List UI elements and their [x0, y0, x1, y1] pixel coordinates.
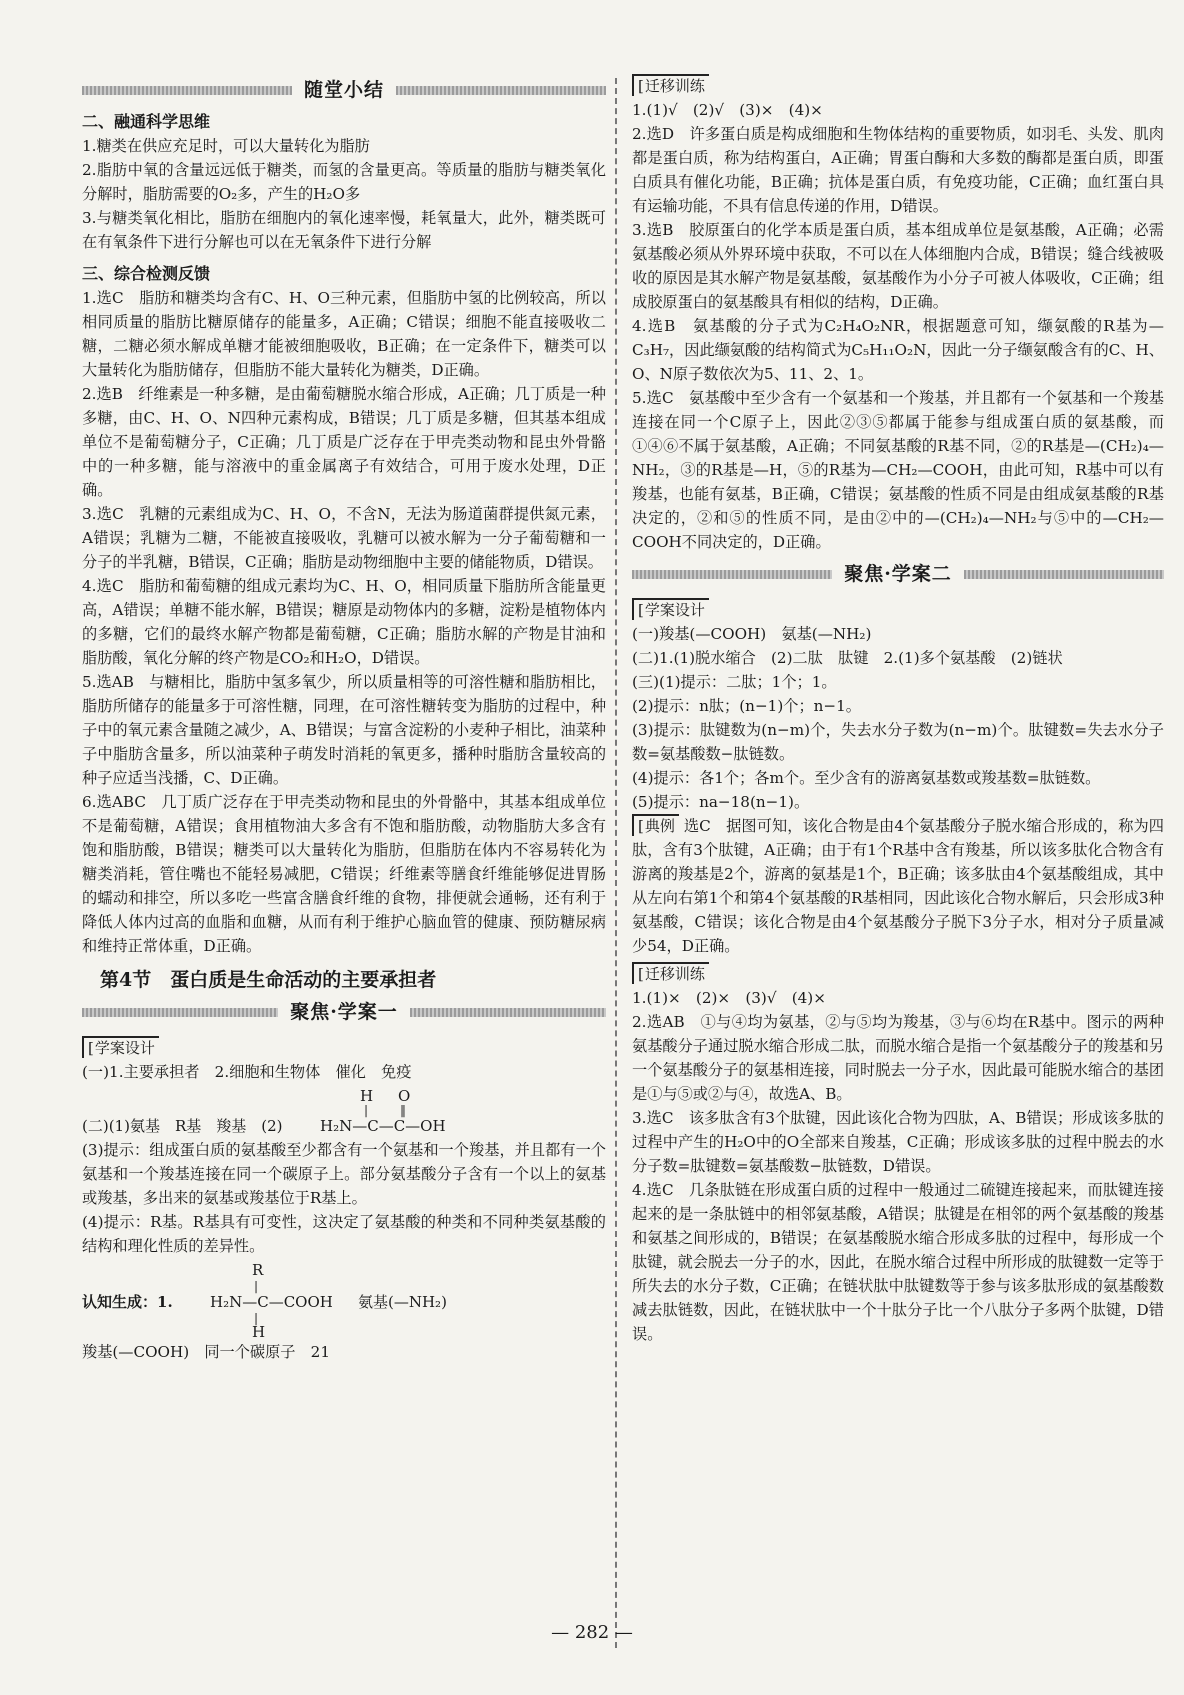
- banner-bar-right: [964, 570, 1164, 579]
- struct-amino: 氨基(—NH₂): [358, 1293, 447, 1311]
- answer-item: 1.选C 脂肪和糖类均含有C、H、O三种元素，但脂肪中氢的比例较高，所以相同质量的脂肪比糖原储存的能量多，A正确；C错误；细胞不能直接吸收二糖，二糖必须水解成单糖才能被细胞吸收，B正确；在一定条件下，糖类可以大量转化为脂肪储存，但脂肪不能大量转化为糖类，D正确。: [82, 289, 606, 379]
- struct-h: H: [252, 1323, 266, 1341]
- answer-item: 4.选C 几条肽链在形成蛋白质的过程中一般通过二硫键连接起来，而肽键连接起来的是一条肽链中的相邻氨基酸，A错误；肽键是在相邻的两个氨基酸的羧基和氨基之间形成的，B错误；在氨基酸脱水缩合形成多肽的过程中，每形成一个肽键，就会脱去一分子的水，因此，在脱水缩合过程中所形成的肽键数一定等于所失去的水分子数，C正确；在链状肽中肽键数等于参与该多肽形成的氨基酸数减去肽链数，因此，在链状肽中一个十肽分子比一个八肽分子多两个肽键，D错误。: [632, 1181, 1164, 1343]
- answer-item: 6.选ABC 几丁质广泛存在于甲壳类动物和昆虫的外骨骼中，其基本组成单位不是葡萄糖，A错误；食用植物油大多含有不饱和脂肪酸，动物脂肪大多含有饱和脂肪酸，B错误；糖类可以大量转化为脂肪，但脂肪在体内不容易转化为糖类消耗，管住嘴也不能轻易减肥，C错误；纤维素等膳食纤维能够促进胃肠的蠕动和排空，所以多吃一些富含膳食纤维的食物，排便就会通畅，还有利于降低人体内过高的血脂和血糖，从而有利于维护心脑血管的健康、预防糖尿病和维持正常体重，D正确。: [82, 793, 606, 955]
- study-plan-1-banner: [82, 996, 606, 1028]
- bond-single: |: [254, 1279, 259, 1293]
- amino-acid-formula: [82, 1084, 606, 1138]
- answer-item: 3.选B 胶原蛋白的化学本质是蛋白质，基本组成单位是氨基酸，A正确；必需氨基酸必须从外界环境中获取，不可以在人体细胞内合成，B错误；缝合线被吸收的原因是其水解产物是氨基酸，氨基酸作为小分子可被人体吸收，C正确；组成胶原蛋白的氨基酸具有相似的结构，D正确。: [632, 221, 1164, 311]
- struct-prefix: 认知生成：1.: [82, 1293, 173, 1311]
- page-number: — 282 —: [551, 1622, 633, 1643]
- answer-item: 1.(1)× (2)× (3)√ (4)×: [632, 989, 826, 1007]
- amino-acid-structure: [82, 1258, 606, 1340]
- summary-banner-title: 随堂小结: [304, 79, 385, 101]
- section-heading: 三、综合检测反馈: [82, 264, 211, 283]
- answer-item: 2.选AB ①与④均为氨基，②与⑤均为羧基，③与⑥均在R基中。图示的两种氨基酸分子通过脱水缩合形成二肽，而脱水缩合是指一个氨基酸分子的羧基和另一个氨基酸分子的氨基相连接，同时脱去一分子水，因此最可能脱水缩合的基团是①与⑤或②与④，故选A、B。: [632, 1013, 1164, 1103]
- example-text: 选C 据图可知，该化合物是由4个氨基酸分子脱水缩合形成的，称为四肽，含有3个肽键，A正确；由于有1个R基中含有羧基，所以该多肽化合物含有游离的羧基是2个，游离的氨基是1个，B正确；该多肽由4个氨基酸组成，其中从左向右第1个和第4个氨基酸的R基相同，因此该化合物水解后，只会形成3种氨基酸，C错误；该化合物是由4个氨基酸分子脱下3分子水，相对分子质量减少54，D正确。: [632, 817, 1164, 955]
- banner-bar-left: [82, 86, 292, 95]
- section-heading: 二、融通科学思维: [82, 112, 211, 131]
- left-column: [82, 70, 606, 1364]
- formula-h: H: [360, 1087, 374, 1105]
- design-line: (二)(1)氨基 R基 羧基 (2): [82, 1117, 283, 1135]
- list-item: 1.糖类在供应充足时，可以大量转化为脂肪: [82, 137, 370, 155]
- design-line: (三)(1)提示：二肽；1个；1。: [632, 673, 837, 691]
- list-item: 2.脂肪中氧的含量远远低于糖类，而氢的含量更高。等质量的脂肪与糖类氧化分解时，脂肪需要的O₂多，产生的H₂O多: [82, 161, 606, 203]
- banner-bar-right: [410, 1008, 606, 1017]
- answer-item: 3.选C 乳糖的元素组成为C、H、O，不含N，无法为肠道菌群提供氮元素，A错误；乳糖为二糖，不能被直接吸收，乳糖可以被水解为一分子葡萄糖和一分子的半乳糖，B错误，C正确；脂肪是动物细胞中主要的储能物质，D错误。: [82, 505, 606, 571]
- answer-item: 5.选AB 与糖相比，脂肪中氢多氧少，所以质量相等的可溶性糖和脂肪相比，脂肪所储存的能量多于可溶性糖，同理，在可溶性糖转变为脂肪的过程中，种子中的氧元素含量随之减少，A、B错误；与富含淀粉的小麦种子相比，油菜种子中脂肪含量多，所以油菜种子萌发时消耗的氧更多，播种时脂肪含量较高的种子应适当浅播，C、D正确。: [82, 673, 606, 787]
- example-tag: [ 典例: [632, 814, 679, 836]
- bond-double: ‖: [400, 1103, 406, 1117]
- banner-bar-left: [82, 1008, 278, 1017]
- design-line: (3)提示：组成蛋白质的氨基酸至少都含有一个氨基和一个羧基，并且都有一个氨基和一个羧基连接在同一个碳原子上。部分氨基酸分子含有一个以上的氨基或羧基，多出来的氨基或羧基位于R基上。: [82, 1141, 606, 1207]
- bond-single: |: [364, 1103, 369, 1117]
- study-plan-1-title: 聚焦·学案一: [290, 1001, 398, 1023]
- answer-item: 4.选C 脂肪和葡萄糖的组成元素均为C、H、O，相同质量下脂肪所含能量更高，A错误；单糖不能水解，B错误；糖原是动物体内的多糖，淀粉是植物体内的多糖，它们的最终水解产物都是葡萄糖，C正确；脂肪水解的产物是甘油和脂肪酸，氧化分解的终产物是CO₂和H₂O，D错误。: [82, 577, 606, 667]
- struct-r: R: [252, 1261, 264, 1279]
- right-column: [632, 70, 1164, 1346]
- answer-item: 5.选C 氨基酸中至少含有一个氨基和一个羧基，并且都有一个氨基和一个羧基连接在同一个C原子上，因此②③⑤都属于能参与组成蛋白质的氨基酸，而①④⑥不属于氨基酸，A正确；不同氨基酸的R基不同，②的R基是—(CH₂)₄—NH₂，③的R基是—H，⑤的R基为—CH₂—COOH，由此可知，R基中可以有羧基，也能有氨基，B正确，C错误；氨基酸的性质不同是由组成氨基酸的R基决定的，②和⑤的性质不同，是由②中的—(CH₂)₄—NH₂与⑤中的—CH₂—COOH不同决定的，D正确。: [632, 389, 1164, 551]
- design-line: (4)提示：各1个；各m个。至少含有的游离氨基数或羧基数=肽链数。: [632, 769, 1101, 787]
- example-block: [632, 814, 1164, 958]
- answer-item: 4.选B 氨基酸的分子式为C₂H₄O₂NR，根据题意可知，缬氨酸的R基为—C₃H₇，因此缬氨酸的结构简式为C₅H₁₁O₂N，因此一分子缬氨酸含有的C、H、O、N原子数依次为5、11、2、1。: [632, 317, 1164, 383]
- study-plan-2-title: 聚焦·学案二: [844, 563, 952, 585]
- formula-main: H₂N—C—C—OH: [320, 1117, 446, 1135]
- design-tag: [ 学案设计: [632, 598, 709, 620]
- design-tag: [ 学案设计: [82, 1036, 159, 1058]
- design-line: (4)提示：R基。R基具有可变性，这决定了氨基酸的种类和不同种类氨基酸的结构和理化性质的差异性。: [82, 1213, 606, 1255]
- design-line: (2)提示：n肽；(n−1)个；n−1。: [632, 697, 861, 715]
- design-line: (一)1.主要承担者 2.细胞和生物体 催化 免疫: [82, 1063, 412, 1081]
- banner-bar-right: [396, 86, 606, 95]
- column-divider: [615, 78, 617, 1648]
- banner-bar-left: [632, 570, 832, 579]
- answer-item: 2.选B 纤维素是一种多糖，是由葡萄糖脱水缩合形成，A正确；几丁质是一种多糖，由C、H、O、N四种元素构成，B错误；几丁质是多糖，但其基本组成单位不是葡萄糖分子，C正确；几丁质是广泛存在于甲壳类动物和昆虫外骨骼中的一种多糖，能与溶液中的重金属离子有效结合，可用于废水处理，D正确。: [82, 385, 606, 499]
- design-line: (3)提示：肽键数为(n−m)个，失去水分子数为(n−m)个。肽键数=失去水分子数=氨基酸数−肽链数。: [632, 721, 1164, 763]
- transfer-tag: [ 迁移训练: [632, 74, 709, 96]
- chapter-title: 第4节 蛋白质是生命活动的主要承担者: [100, 969, 437, 991]
- answer-item: 2.选D 许多蛋白质是构成细胞和生物体结构的重要物质，如羽毛、头发、肌肉都是蛋白质，称为结构蛋白，A正确；胃蛋白酶和大多数的酶都是蛋白质，即蛋白质具有催化功能，B正确；抗体是蛋白质，有免疫功能，C正确；血红蛋白具有运输功能，不具有信息传递的作用，D错误。: [632, 125, 1164, 215]
- design-line: (二)1.(1)脱水缩合 (2)二肽 肽键 2.(1)多个氨基酸 (2)链状: [632, 649, 1063, 667]
- study-plan-2-banner: [632, 558, 1164, 590]
- answer-item: 3.选C 该多肽含有3个肽键，因此该化合物为四肽，A、B错误；形成该多肽的过程中产生的H₂O中的O全部来自羧基，C正确；形成该多肽的过程中脱去的水分子数=肽键数=氨基酸数−肽链数，D错误。: [632, 1109, 1164, 1175]
- list-item: 3.与糖类氧化相比，脂肪在细胞内的氧化速率慢，耗氧量大，此外，糖类既可在有氧条件下进行分解也可以在无氧条件下进行分解: [82, 209, 606, 251]
- answer-item: 1.(1)√ (2)√ (3)× (4)×: [632, 101, 823, 119]
- formula-o: O: [398, 1087, 411, 1105]
- summary-banner: [82, 74, 606, 106]
- design-line: (5)提示：na−18(n−1)。: [632, 793, 810, 811]
- transfer-tag: [ 迁移训练: [632, 962, 709, 984]
- struct-main: H₂N—C—COOH: [210, 1293, 333, 1311]
- design-line: 羧基(—COOH) 同一个碳原子 21: [82, 1343, 331, 1361]
- bond-single: |: [254, 1311, 259, 1325]
- design-line: (一)羧基(—COOH) 氨基(—NH₂): [632, 625, 872, 643]
